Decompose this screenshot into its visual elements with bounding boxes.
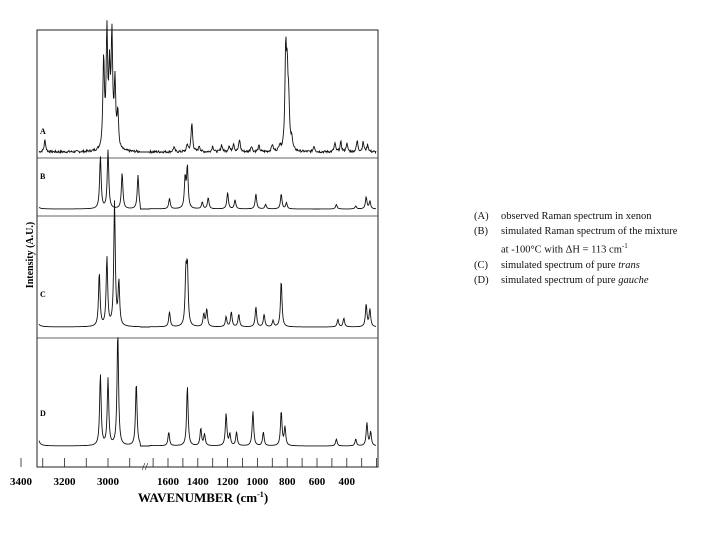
panel-label-c: C — [40, 290, 46, 299]
panel-label-d: D — [40, 409, 46, 418]
axis-break-mark: // — [141, 461, 149, 473]
x-tick-label: 3200 — [53, 476, 76, 488]
x-axis-label: WAVENUMBER $(cm^{-1})$ — [137, 490, 269, 505]
x-axis — [10, 458, 378, 488]
x-tick-label: 1000 — [246, 476, 269, 488]
x-tick-label: 3000 — [97, 476, 119, 488]
legend-entry-a — [474, 209, 714, 224]
legend-key: (A) — [474, 211, 489, 222]
spectrum-b-line — [39, 150, 376, 209]
panel-label-b: B — [40, 172, 46, 181]
spectrum-c-line — [39, 200, 376, 327]
legend-italic: gauche — [618, 274, 649, 286]
legend-entry-d — [474, 273, 714, 288]
legend-key: (C) — [474, 259, 488, 271]
plot-border — [37, 30, 378, 467]
x-tick-label: 3400 — [10, 476, 32, 488]
legend-key: (D) — [474, 274, 489, 286]
x-tick-label: 1200 — [216, 476, 239, 488]
legend — [474, 209, 714, 288]
x-tick-label: 1400 — [186, 476, 209, 488]
x-tick-label: 600 — [308, 476, 326, 488]
spectra-group — [39, 20, 376, 446]
legend-entry-b-continuation — [474, 239, 714, 258]
legend-italic: trans — [618, 259, 640, 271]
legend-text: observed Raman spectrum in xenon — [501, 211, 652, 222]
x-tick-label: 800 — [278, 476, 296, 488]
legend-superscript: -1 — [621, 242, 628, 250]
legend-text: simulated spectrum of pure gauche — [501, 274, 649, 286]
legend-key: (B) — [474, 226, 488, 237]
x-tick-label: 1600 — [157, 476, 179, 488]
x-tick-label: 400 — [338, 476, 356, 488]
panel-labels — [40, 127, 46, 418]
legend-entry-b — [474, 224, 714, 239]
panel-label-a: A — [40, 127, 46, 136]
legend-text: at -100°C with ΔH = 113 cm — [501, 244, 622, 256]
spectrum-a-line — [39, 20, 376, 153]
legend-text: simulated Raman spectrum of the mixture — [501, 226, 678, 237]
plot-frame — [37, 30, 378, 467]
legend-text: simulated spectrum of pure trans — [501, 259, 640, 271]
legend-entry-c — [474, 258, 714, 273]
spectrum-d-line — [39, 337, 376, 446]
y-axis-label: Intensity (A.U.) — [25, 221, 36, 289]
